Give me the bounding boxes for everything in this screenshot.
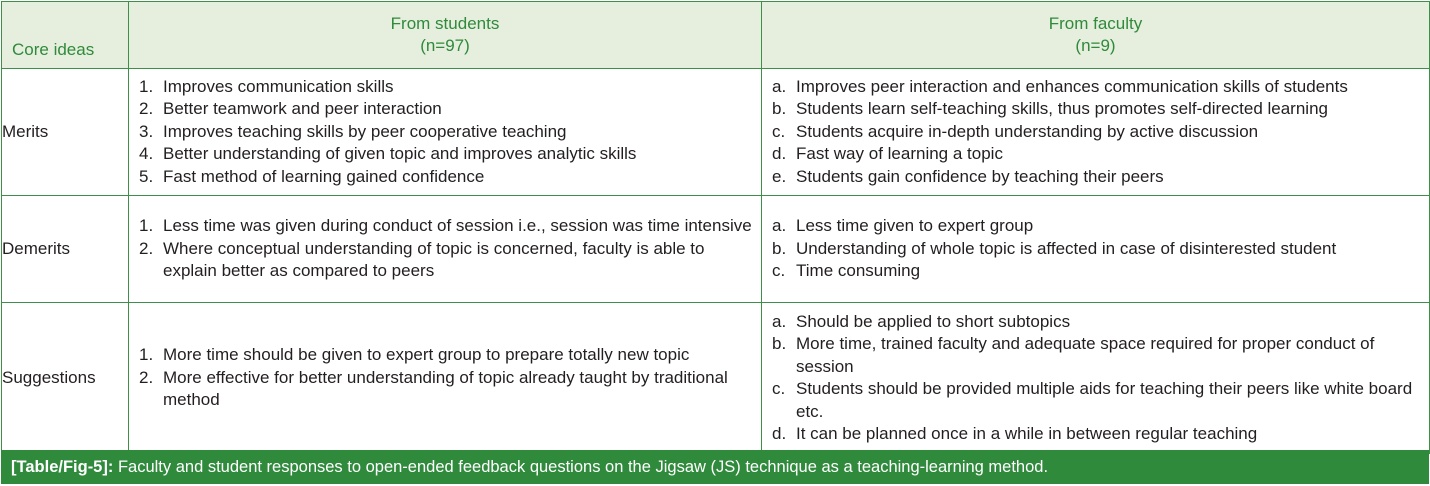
- list-item: c. Students should be provided multiple aids for teaching their peers like white board etc.: [772, 379, 1413, 421]
- list-item: 1. More time should be given to expert group to prepare totally new topic: [139, 345, 690, 365]
- list-item: a. Should be applied to short subtopics: [772, 311, 1071, 331]
- students-response-list: [129, 76, 761, 189]
- list-item: d. It can be planned once in a while in between regular teaching: [772, 424, 1258, 443]
- table-row-demerits: [2, 196, 1430, 303]
- list-item: c. Students acquire in-depth understanding by active discussion: [772, 121, 1259, 141]
- core-idea-label: Suggestions: [2, 367, 96, 387]
- table-row-suggestions: [2, 303, 1430, 454]
- faculty-response-list: [762, 76, 1429, 189]
- list-item: b. Understanding of whole topic is affected in case of disinterested student: [772, 238, 1337, 258]
- students-cell: [129, 69, 762, 196]
- list-item: 1. Less time was given during conduct of session i.e., session was time intensive: [139, 216, 752, 236]
- feedback-figure: [1, 1, 1429, 484]
- faculty-count: (n=9): [1075, 36, 1116, 55]
- header-from-students: [129, 2, 762, 69]
- core-idea-label: Merits: [2, 121, 49, 141]
- faculty-cell: [762, 69, 1430, 196]
- faculty-response-list: [762, 311, 1429, 446]
- list-item: b. Students learn self-teaching skills, thus promotes self-directed learning: [772, 99, 1328, 119]
- list-item: 4. Better understanding of given topic and improves analytic skills: [139, 144, 637, 164]
- list-item: 1. Improves communication skills: [139, 76, 394, 96]
- list-item: a. Improves peer interaction and enhances communication skills of students: [772, 76, 1348, 96]
- list-item: 2. Better teamwork and peer interaction: [139, 99, 442, 119]
- core-idea-cell: [2, 303, 129, 454]
- list-item: c. Time consuming: [772, 261, 921, 281]
- students-cell: [129, 303, 762, 454]
- list-item: 5. Fast method of learning gained confidence: [139, 166, 485, 186]
- faculty-title: From faculty: [1048, 13, 1143, 33]
- header-from-faculty: [762, 2, 1430, 69]
- figure-caption: [1, 450, 1429, 484]
- students-cell: [129, 196, 762, 303]
- core-idea-cell: [2, 69, 129, 196]
- list-item: d. Fast way of learning a topic: [772, 144, 1003, 164]
- core-ideas-label: Core ideas: [12, 39, 95, 59]
- feedback-table: [1, 1, 1430, 454]
- header-core-ideas: [2, 2, 129, 69]
- table-row-merits: [2, 69, 1430, 196]
- students-count: (n=97): [420, 36, 470, 55]
- students-response-list: [129, 215, 761, 283]
- list-item: 2. Where conceptual understanding of topic is concerned, faculty is able to explain better as compared to peers: [139, 238, 705, 281]
- faculty-cell: [762, 196, 1430, 303]
- list-item: b. More time, trained faculty and adequate space required for proper conduct of session: [772, 334, 1375, 376]
- caption-label: [Table/Fig-5]:: [11, 458, 114, 476]
- core-idea-cell: [2, 196, 129, 303]
- caption-text: Faculty and student responses to open-ended feedback questions on the Jigsaw (JS) technique as a teaching-learning method.: [117, 458, 1049, 476]
- faculty-cell: [762, 303, 1430, 454]
- students-title: From students: [390, 13, 500, 33]
- list-item: 2. More effective for better understanding of topic already taught by traditional method: [139, 367, 728, 410]
- students-response-list: [129, 344, 761, 412]
- faculty-response-list: [762, 215, 1429, 283]
- list-item: e. Students gain confidence by teaching their peers: [772, 166, 1164, 186]
- core-idea-label: Demerits: [2, 238, 71, 258]
- header-row: [2, 2, 1430, 69]
- list-item: a. Less time given to expert group: [772, 216, 1034, 236]
- list-item: 3. Improves teaching skills by peer cooperative teaching: [139, 121, 567, 141]
